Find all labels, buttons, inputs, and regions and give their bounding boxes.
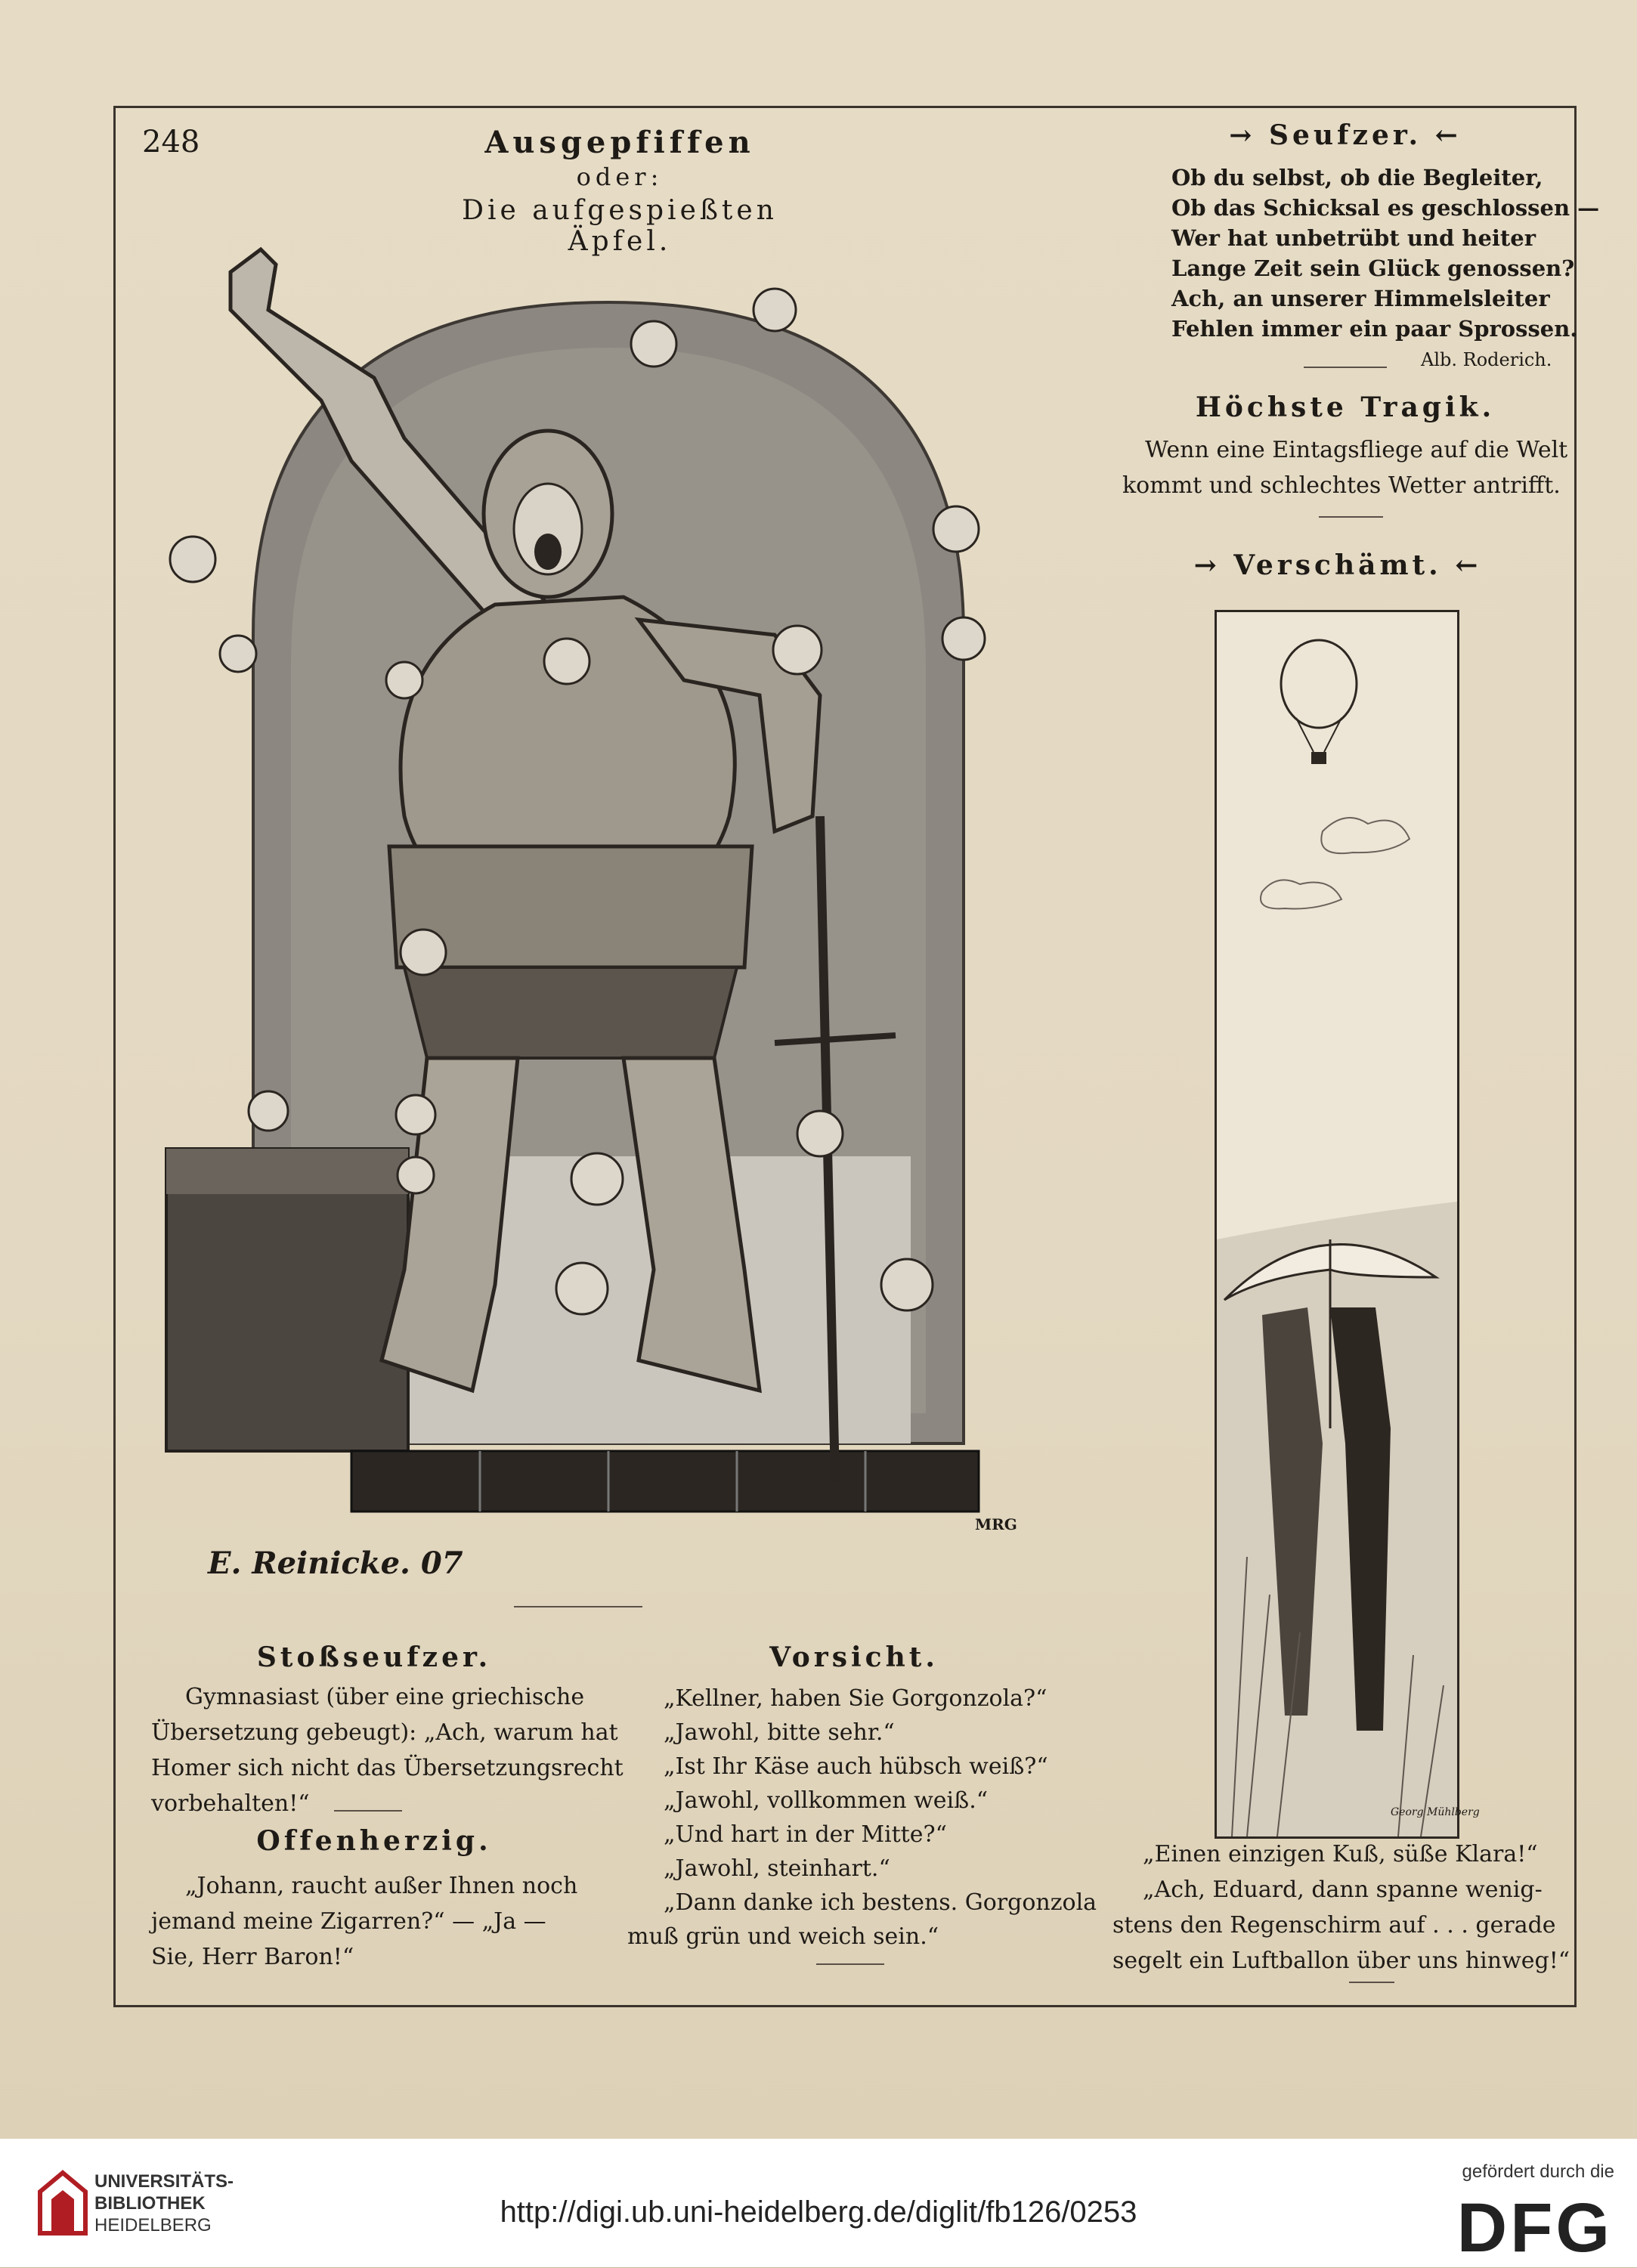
verschaemt-line: segelt ein Luftballon über uns hinweg!“	[1112, 1948, 1570, 1974]
hoechste-tragik-title: Höchste Tragik.	[1195, 391, 1496, 423]
seufzer-line: Ach, an unserer Himmelsleiter	[1171, 286, 1550, 311]
offenherzig-line: „Johann, raucht außer Ihnen noch	[185, 1873, 578, 1899]
offenherzig-line: Sie, Herr Baron!“	[151, 1944, 354, 1970]
hoechste-tragik-text	[1122, 432, 1568, 503]
balloon-umbrella-drawing	[1217, 612, 1457, 1836]
vorsicht-line: muß grün und weich sein.“	[627, 1923, 939, 1950]
main-story-oder: oder:	[576, 162, 664, 191]
dfg-logo: DFG	[1456, 2189, 1613, 2266]
vorsicht-text	[627, 1682, 1097, 1954]
digi-url-link[interactable]: http://digi.ub.uni-heidelberg.de/diglit/fb126/0253	[500, 2195, 1137, 2229]
verschaemt-line: „Einen einzigen Kuß, süße Klara!“	[1143, 1841, 1538, 1867]
funding-note: gefördert durch die	[1462, 2161, 1614, 2182]
vorsicht-title: Vorsicht.	[769, 1641, 939, 1673]
balloon-umbrella-illustration	[1215, 610, 1459, 1839]
seufzer-line: Ob das Schicksal es geschlossen —	[1171, 195, 1600, 221]
divider-vorsicht	[816, 1963, 884, 1965]
offenherzig-text	[151, 1868, 605, 1975]
divider-under-illustration	[514, 1606, 642, 1607]
verschaemt-text	[1112, 1836, 1570, 1979]
stossseufzer-title: Stoßseufzer.	[256, 1641, 492, 1673]
verschaemt-title: → Verschämt. ←	[1193, 549, 1482, 581]
offenherzig-title: Offenherzig.	[256, 1825, 492, 1857]
seufzer-title: → Seufzer. ←	[1229, 119, 1462, 151]
verschaemt-artist-signature: Georg Mühlberg	[1391, 1806, 1480, 1818]
page-number: 248	[142, 125, 200, 159]
seufzer-line: Ob du selbst, ob die Begleiter,	[1171, 165, 1543, 190]
divider-tragik	[1319, 516, 1383, 518]
vorsicht-line: „Kellner, haben Sie Gorgonzola?“	[664, 1685, 1047, 1712]
artist-signature: E. Reinicke. 07	[208, 1546, 463, 1581]
offenherzig-line: jemand meine Zigarren?“ — „Ja —	[151, 1908, 546, 1935]
seufzer-author-rule	[1304, 367, 1387, 368]
vorsicht-line: „Und hart in der Mitte?“	[664, 1821, 947, 1848]
stossseufzer-text	[151, 1679, 624, 1821]
hoechste-tragik-line: Wenn eine Eintagsfliege auf die Welt	[1145, 437, 1568, 463]
divider-verschaemt	[1349, 1982, 1394, 1983]
main-story-subtitle: Die aufgespießten Äpfel.	[462, 195, 778, 257]
library-name-line2: BIBLIOTHEK	[94, 2193, 206, 2214]
seufzer-line: Lange Zeit sein Glück genossen?	[1171, 255, 1575, 281]
vorsicht-line: „Jawohl, steinhart.“	[664, 1855, 890, 1882]
verschaemt-line: stens den Regenschirm auf . . . gerade	[1112, 1912, 1556, 1938]
vorsicht-line: „Jawohl, bitte sehr.“	[664, 1719, 895, 1746]
seufzer-line: Fehlen immer ein paar Sprossen.	[1171, 316, 1578, 342]
seufzer-author: Alb. Roderich.	[1421, 349, 1552, 370]
divider-stossseufzer	[334, 1810, 402, 1812]
stossseufzer-line: Übersetzung gebeugt): „Ach, warum hat	[151, 1719, 618, 1746]
library-name-line3: HEIDELBERG	[94, 2215, 212, 2236]
stossseufzer-line: Homer sich nicht das Übersetzungsrecht	[151, 1755, 624, 1781]
main-story-title: Ausgepfiffen	[484, 125, 755, 160]
footer-bar	[0, 2139, 1637, 2267]
seufzer-line: Wer hat unbetrübt und heiter	[1171, 225, 1536, 251]
knight-illustration	[155, 242, 1062, 1602]
footer-url	[0, 2195, 1637, 2229]
vorsicht-line: „Jawohl, vollkommen weiß.“	[664, 1787, 989, 1814]
library-name-line1: UNIVERSITÄTS-	[94, 2171, 234, 2192]
stossseufzer-line: Gymnasiast (über eine griechische	[185, 1684, 585, 1710]
vorsicht-line: „Ist Ihr Käse auch hübsch weiß?“	[664, 1753, 1048, 1780]
verschaemt-line: „Ach, Eduard, dann spanne wenig-	[1143, 1877, 1543, 1903]
stossseufzer-line: vorbehalten!“	[151, 1790, 310, 1817]
hoechste-tragik-line: kommt und schlechtes Wetter antrifft.	[1122, 472, 1561, 499]
monogram: MRG	[975, 1515, 1017, 1533]
vorsicht-line: „Dann danke ich bestens. Gorgonzola	[664, 1889, 1097, 1916]
